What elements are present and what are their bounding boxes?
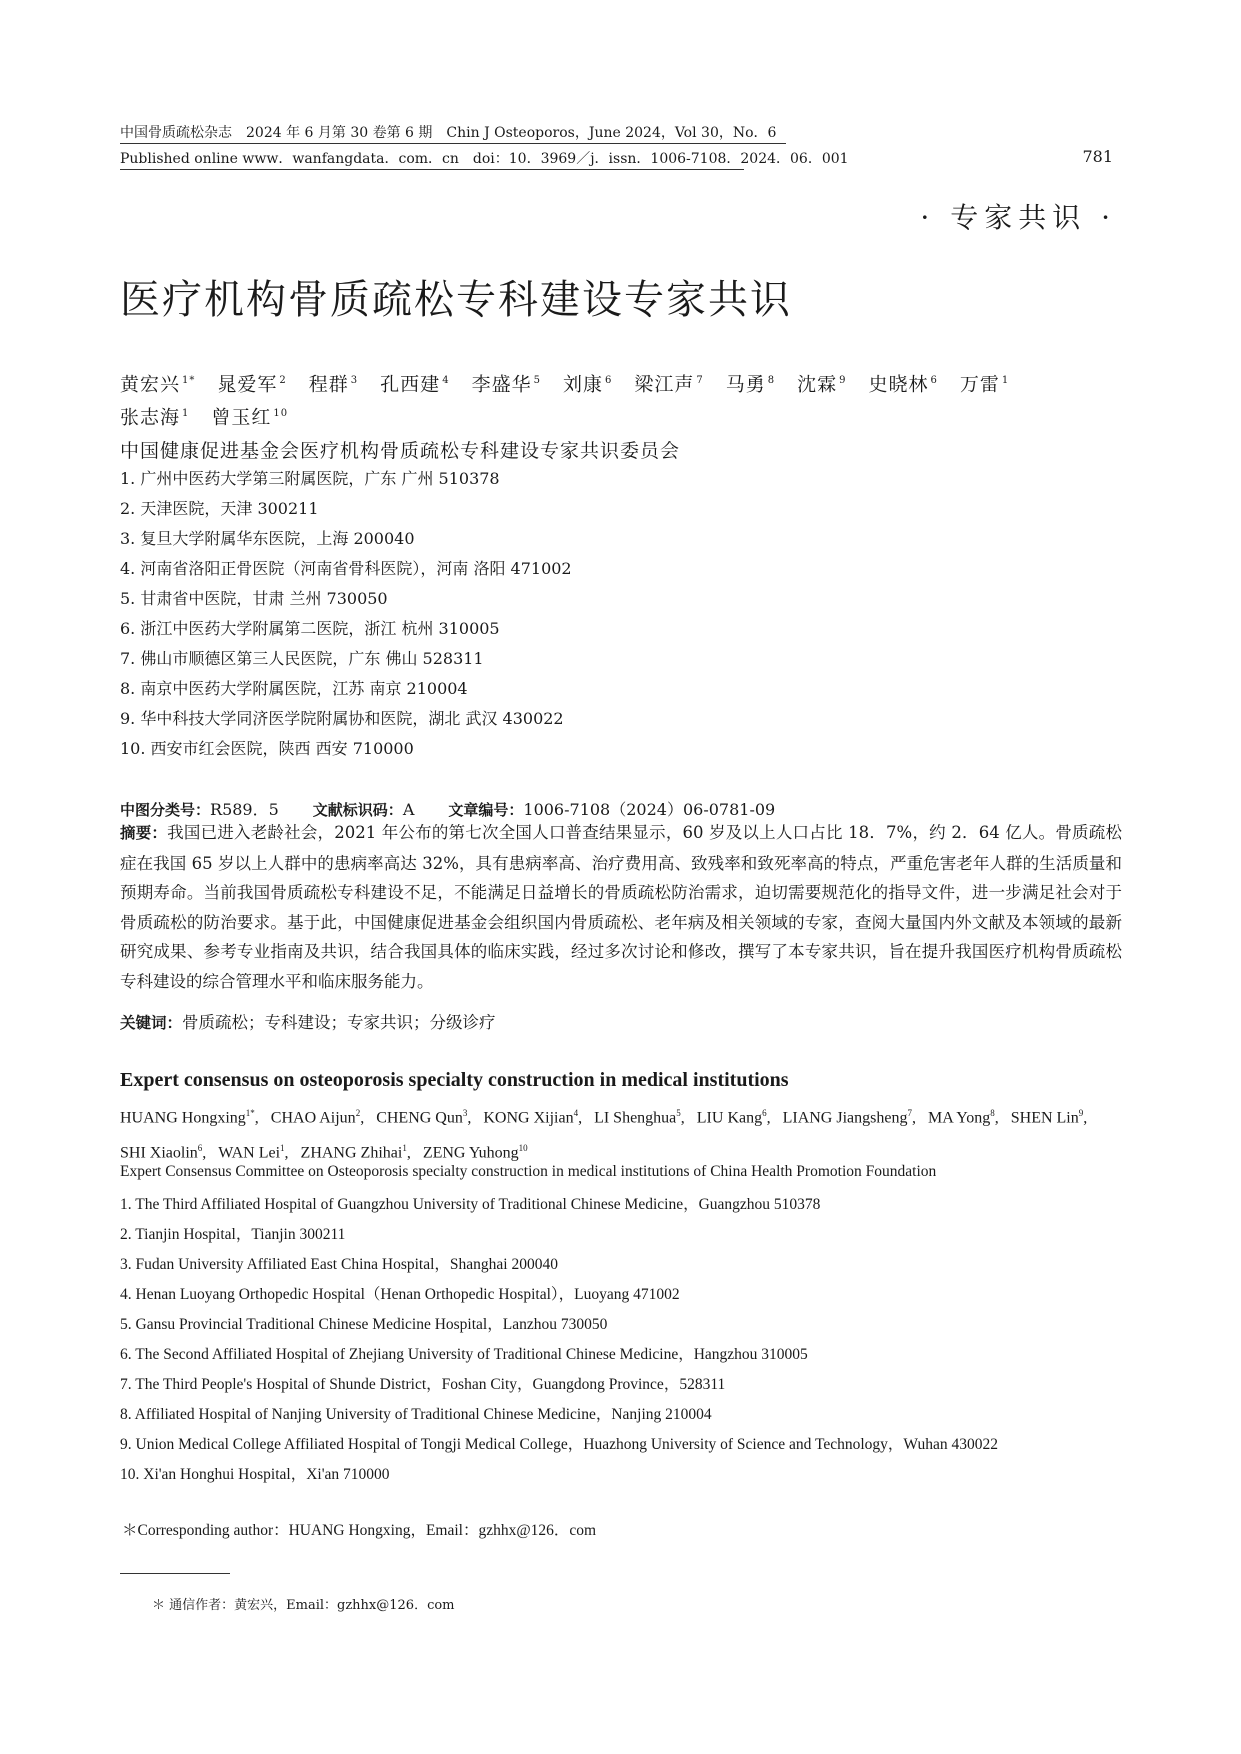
- author-affiliation-mark: 10: [273, 408, 289, 420]
- author-affiliation-mark: 9: [839, 375, 847, 386]
- author: [726, 366, 775, 399]
- affiliation-item: 10. 西安市红会医院，陕西 西安 710000: [120, 739, 414, 758]
- author-name: 刘康: [562, 373, 603, 396]
- author-name: 马勇: [725, 373, 766, 396]
- affiliation-item: 9. 华中科技大学同济医学院附属协和医院，湖北 武汉 430022: [120, 709, 564, 728]
- author-affiliation-mark: 1: [402, 1143, 407, 1154]
- header-rule: [120, 143, 786, 144]
- paper-title-cn: 医疗机构骨质疏松专科建设专家共识: [120, 277, 792, 323]
- affiliation-list-en: [120, 1190, 1125, 1490]
- author-affiliation-mark: 8: [990, 1108, 995, 1118]
- affiliation-item: 8. 南京中医药大学附属医院，江苏 南京 210004: [120, 679, 468, 698]
- author-affiliation-mark: 7: [696, 375, 704, 386]
- affiliation-item: 6. 浙江中医药大学附属第二医院，浙江 杭州 310005: [120, 619, 500, 638]
- author: KONG Xijian$^4$,: [483, 1108, 583, 1127]
- author: LIU Kang$^6$,: [696, 1108, 771, 1127]
- author: WAN Lei$^1$,: [218, 1143, 289, 1162]
- author: [217, 366, 286, 399]
- author-name: CHAO Aijun: [270, 1109, 356, 1127]
- author-name: ZENG Yuhong: [422, 1144, 519, 1162]
- author-name: LI Shenghua: [594, 1109, 677, 1127]
- author: [960, 366, 1009, 399]
- journal-header-line-1: 中国骨质疏松杂志 2024 年 6 月第 30 卷第 6 期 Chin J Osteoporos，June 2024，Vol 30，No．6: [120, 125, 777, 141]
- affiliation-item: 7. 佛山市顺德区第三人民医院，广东 佛山 528311: [120, 649, 484, 668]
- paper-title-en: Expert consensus on osteoporosis specialty construction in medical institutions: [120, 1069, 789, 1091]
- author-affiliation-mark: 1: [1001, 375, 1010, 386]
- author-affiliation-mark: 6: [930, 375, 938, 386]
- author-affiliation-mark: 3: [350, 375, 359, 386]
- author-affiliation-mark: 5: [533, 375, 541, 386]
- author-affiliation-mark: 4: [573, 1108, 579, 1118]
- affiliation-item: 4. 河南省洛阳正骨医院（河南省骨科医院），河南 洛阳 471002: [120, 559, 572, 578]
- footnote-rule: [120, 1573, 230, 1574]
- keywords-label: 关键词：: [120, 1014, 183, 1032]
- author-name: KONG Xijian: [483, 1109, 574, 1127]
- author: [869, 366, 938, 399]
- header-rule: [120, 169, 744, 170]
- affiliation-item: 5. Gansu Provincial Traditional Chinese Medicine Hospital，Lanzhou 730050: [120, 1316, 608, 1333]
- author: LI Shenghua$^5$,: [594, 1108, 685, 1127]
- author-name: MA Yong: [927, 1109, 991, 1127]
- author: LIANG Jiangsheng$^7$,: [782, 1108, 916, 1127]
- author: [797, 366, 846, 399]
- author: [380, 366, 449, 399]
- journal-header-line-2: Published online www．wanfangdata．com．cn doi：10．3969／j．issn．1006-7108．2024．06．001: [120, 151, 849, 167]
- author-name: 李盛华: [471, 373, 532, 396]
- author-name: 晁爱军: [217, 373, 278, 396]
- affiliation-item: 4. Henan Luoyang Orthopedic Hospital（Henan Orthopedic Hospital），Luoyang 471002: [120, 1286, 680, 1303]
- author-affiliation-mark: 8: [767, 375, 776, 386]
- affiliation-item: 5. 甘肃省中医院，甘肃 兰州 730050: [120, 589, 388, 608]
- author-name: LIU Kang: [696, 1109, 763, 1127]
- author-affiliation-mark: 1*: [182, 375, 196, 386]
- affiliation-item: 3. Fudan University Affiliated East China Hospital，Shanghai 200040: [120, 1256, 558, 1273]
- author-name: 黄宏兴: [120, 373, 181, 396]
- clc-value: R589．5: [210, 800, 279, 819]
- page-number: 781: [1082, 147, 1113, 166]
- affiliation-item: 1. 广州中医药大学第三附属医院，广东 广州 510378: [120, 469, 500, 488]
- author-name: ZHANG Zhihai: [300, 1144, 403, 1162]
- author-name: WAN Lei: [218, 1144, 281, 1162]
- affiliation-item: 1. The Third Affiliated Hospital of Guangzhou University of Traditional Chinese Medicine，Guangzhou 510378: [120, 1196, 821, 1213]
- author-affiliation-mark: 6: [762, 1108, 767, 1118]
- author: [472, 366, 541, 399]
- author-affiliation-mark: 2: [355, 1108, 361, 1118]
- author-name: 程群: [308, 373, 349, 396]
- author-affiliation-mark: 9: [1078, 1108, 1084, 1118]
- author: CHENG Qun$^3$,: [376, 1108, 472, 1127]
- author-name: CHENG Qun: [376, 1109, 463, 1127]
- author: MA Yong$^8$,: [927, 1108, 999, 1127]
- author: [120, 366, 195, 399]
- article-no-label: 文章编号：: [448, 801, 524, 819]
- author-name: LIANG Jiangsheng: [782, 1109, 908, 1127]
- author: ZHANG Zhihai$^1$,: [300, 1143, 411, 1162]
- author-name: 万雷: [959, 373, 1000, 396]
- author: SHEN Lin$^9$,: [1010, 1108, 1088, 1127]
- author-affiliation-mark: 1: [280, 1143, 285, 1154]
- affiliation-item: 6. The Second Affiliated Hospital of Zhejiang University of Traditional Chinese Medicine，Hangzhou 310005: [120, 1346, 808, 1363]
- author: [634, 366, 703, 399]
- footnote-cn: ＊ 通信作者：黄宏兴，Email：gzhhx@126．com: [152, 1598, 455, 1613]
- section-tag: · 专家共识 ·: [920, 201, 1116, 234]
- author: SHI Xiaolin$^6$,: [120, 1143, 207, 1162]
- doc-code-label: 文献标识码：: [312, 801, 403, 819]
- author: [563, 366, 612, 399]
- author-affiliation-mark: 4: [442, 375, 450, 386]
- author-name: 梁江声: [634, 373, 695, 396]
- abstract-label: 摘要：: [120, 824, 168, 842]
- affiliation-item: 2. 天津医院，天津 300211: [120, 499, 319, 518]
- author-affiliation-mark: 6: [604, 375, 613, 386]
- author-affiliation-mark: 5: [676, 1108, 681, 1118]
- author: CHAO Aijun$^2$,: [270, 1108, 365, 1127]
- author-list-en: [120, 1098, 1125, 1169]
- article-no-value: 1006-7108（2024）06-0781-09: [523, 800, 776, 819]
- committee-en: Expert Consensus Committee on Osteoporosis specialty construction in medical institutions of China Health Promotion Foundation: [120, 1163, 937, 1180]
- corresponding-author-en: ＊Corresponding author：HUANG Hongxing，Email：gzhhx@126．com: [122, 1522, 597, 1539]
- author: HUANG Hongxing$^{1*}$,: [120, 1108, 259, 1127]
- author-affiliation-mark: 1: [182, 408, 190, 420]
- affiliation-item: 3. 复旦大学附属华东医院，上海 200040: [120, 529, 415, 548]
- clc-label: 中图分类号：: [120, 801, 211, 819]
- abstract-cn: [120, 818, 1122, 996]
- author-affiliation-mark: 1*: [245, 1108, 255, 1118]
- classification-line: [120, 797, 775, 820]
- committee-cn: 中国健康促进基金会医疗机构骨质疏松专科建设专家共识委员会: [120, 440, 681, 462]
- author-affiliation-mark: 2: [279, 375, 287, 386]
- author-name: 沈霖: [797, 373, 838, 396]
- author-name: 史晓林: [868, 373, 929, 396]
- author-affiliation-mark: 3: [462, 1108, 468, 1118]
- author-name: SHEN Lin: [1010, 1109, 1079, 1127]
- abstract-text: 我国已进入老龄社会，2021 年公布的第七次全国人口普查结果显示，60 岁及以上人口占比 18．7%，约 2．64 亿人。骨质疏松症在我国 65 岁以上人群中的患病率高达 32%，具有患病率高、治疗费用高、致残率和致死率高的特点，严重危害老年人群的生活质量和预期寿命。当前我国骨质疏松专科建设不足，不能满足日益增长的骨质疏松防治需求，迫切需要规范化的指导文件，进一步满足社会对于骨质疏松的防治要求。基于此，中国健康促进基金会组织国内骨质疏松、老年病及相关领域的专家，查阅大量国内外文献及本领域的最新研究成果、参考专业指南及共识，结合我国具体的临床实践，经过多次讨论和修改，撰写了本专家共识，旨在提升我国医疗机构骨质疏松专科建设的综合管理水平和临床服务能力。: [120, 823, 1122, 991]
- affiliation-list-cn: [120, 464, 572, 764]
- affiliation-item: 9. Union Medical College Affiliated Hospital of Tongji Medical College，Huazhong University of Science and Technology，Wuhan 430022: [120, 1436, 998, 1453]
- author-name: HUANG Hongxing: [120, 1109, 246, 1127]
- author-affiliation-mark: 7: [907, 1108, 912, 1118]
- author: [309, 366, 358, 399]
- author-affiliation-mark: 10: [518, 1143, 528, 1154]
- author: [120, 399, 189, 432]
- affiliation-item: 2. Tianjin Hospital，Tianjin 300211: [120, 1226, 346, 1243]
- affiliation-item: 10. Xi'an Honghui Hospital，Xi'an 710000: [120, 1466, 390, 1483]
- affiliation-item: 8. Affiliated Hospital of Nanjing University of Traditional Chinese Medicine，Nanjing 210004: [120, 1406, 712, 1423]
- affiliation-item: 7. The Third People's Hospital of Shunde District，Foshan City，Guangdong Province，528311: [120, 1376, 726, 1393]
- author-name: 曾玉红: [211, 406, 272, 429]
- keywords-text: 骨质疏松；专科建设；专家共识；分级诊疗: [182, 1013, 496, 1032]
- author-name: 张志海: [120, 406, 181, 429]
- doc-code-value: A: [402, 800, 415, 819]
- author: [211, 399, 288, 432]
- author-list-cn: [120, 366, 1120, 433]
- author-name: SHI Xiaolin: [120, 1144, 198, 1162]
- author-name: 孔西建: [380, 373, 441, 396]
- author-affiliation-mark: 6: [197, 1143, 203, 1154]
- keywords-cn: [120, 1009, 496, 1033]
